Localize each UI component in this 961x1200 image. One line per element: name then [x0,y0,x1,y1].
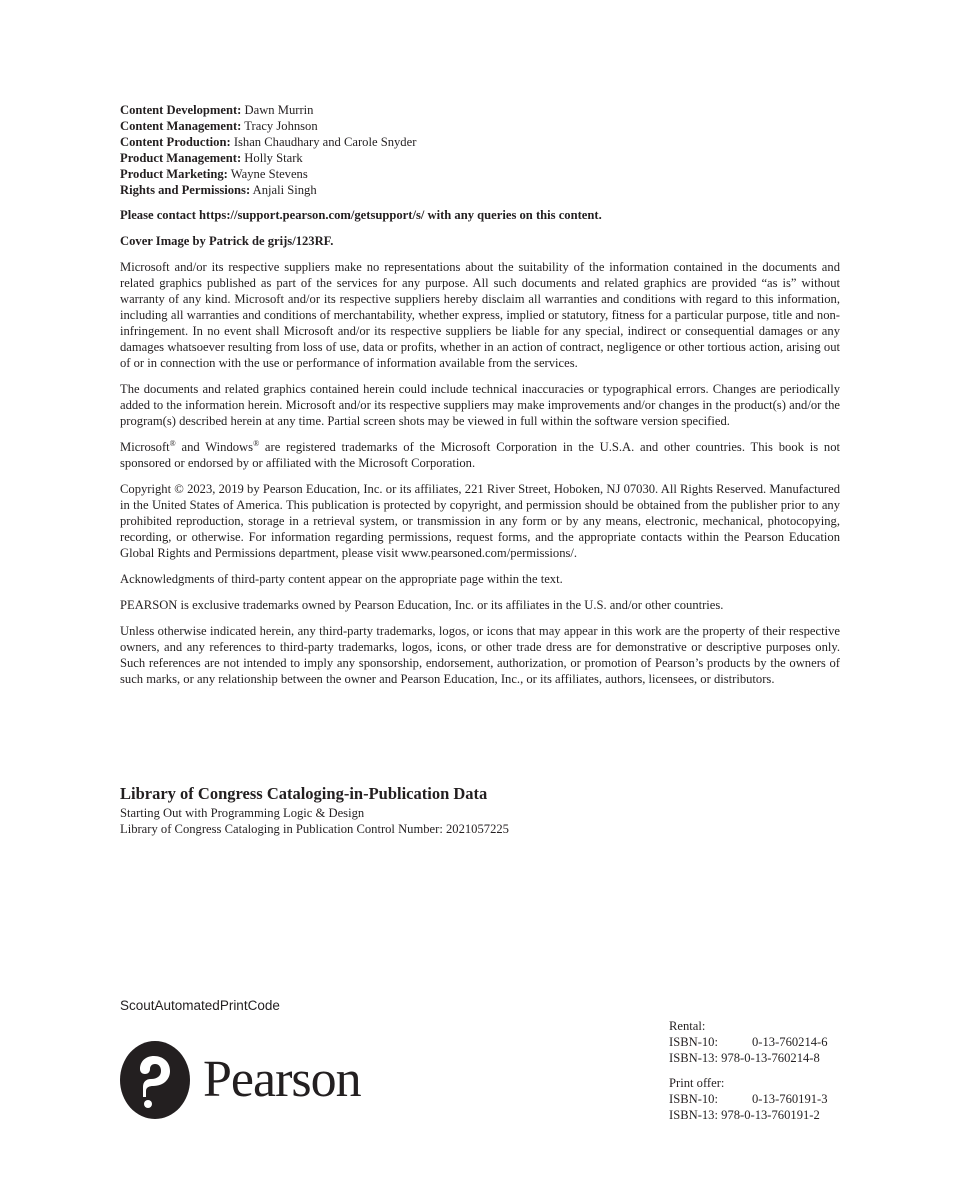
credit-line [120,150,840,166]
credit-value: Ishan Chaudhary and Carole Snyder [233,135,417,149]
documents-changes-paragraph: The documents and related graphics contained herein could include technical inaccuracies or typographical errors. Changes are periodically added to the information herein. Microsoft and/or its respective suppliers may make improvements and/or changes in the product(s) and/or the program(s) described herein at any time. Partial screen shots may be viewed in full within the software version specified. [120,382,840,428]
credit-label: Content Production: [120,135,231,149]
registered-mark: ® [169,439,176,448]
trademark-text: and Windows [175,440,254,454]
isbn-label: ISBN-13: [669,1051,718,1065]
isbn-value: 978-0-13-760191-2 [721,1108,820,1122]
pearson-logo [120,1040,361,1120]
credit-value: Anjali Singh [252,183,317,197]
copyright-page-body [120,102,840,697]
isbn-value: 0-13-760191-3 [752,1092,828,1106]
acknowledgments-paragraph: Acknowledgments of third-party content appear on the appropriate page within the text. [120,572,563,586]
isbn-row [669,1050,828,1066]
credit-line [120,182,840,198]
cataloging-title: Library of Congress Cataloging-in-Publication Data [120,784,488,803]
credit-value: Dawn Murrin [244,103,314,117]
credit-line [120,118,840,134]
trademark-text: Microsoft [120,440,170,454]
credit-value: Tracy Johnson [244,119,318,133]
credit-label: Product Marketing: [120,167,228,181]
isbn-rental-group [669,1018,828,1066]
trademark-paragraph [120,439,840,471]
pearson-trademark-paragraph: PEARSON is exclusive trademarks owned by Pearson Education, Inc. or its affiliates in the U.S. and/or other countries. [120,598,724,612]
isbn-value: 0-13-760214-6 [752,1035,828,1049]
print-code: ScoutAutomatedPrintCode [120,998,280,1013]
isbn-label: ISBN-13: [669,1108,718,1122]
credit-line [120,166,840,182]
book-title: Starting Out with Programming Logic & Design [120,806,365,820]
isbn-row [669,1091,828,1107]
credit-line [120,102,840,118]
credit-label: Content Management: [120,119,242,133]
isbn-label: ISBN-10: [669,1035,718,1049]
credit-label: Product Management: [120,151,242,165]
isbn-group-heading: Rental: [669,1019,706,1033]
isbn-print-group [669,1075,828,1123]
isbn-row [669,1107,828,1123]
cataloging-block [120,784,840,837]
isbn-group-heading: Print offer: [669,1076,725,1090]
credit-value: Holly Stark [244,151,303,165]
cover-credit: Cover Image by Patrick de grijs/123RF. [120,234,334,248]
pearson-wordmark: Pearson [203,1051,361,1108]
contact-line: Please contact https://support.pearson.com/getsupport/s/ with any queries on this content. [120,208,602,222]
credit-value: Wayne Stevens [230,167,308,181]
credit-line [120,134,840,150]
microsoft-disclaimer: Microsoft and/or its respective suppliers make no representations about the suitability of the information contained in the documents and related graphics published as part of the services for any purpose. All such documents and related graphics are provided “as is” without warranty of any kind. Microsoft and/or its respective suppliers hereby disclaim all warranties and conditions with regard to this information, including all warranties and conditions of merchantability, whether express, implied or statutory, fitness for a particular purpose, title and non-infringement. In no event shall Microsoft and/or its respective suppliers be liable for any special, indirect or consequential damages or any damages whatsoever resulting from loss of use, data or profits, whether in an action of contract, negligence or other tortious action, arising out of or in connection with the use or performance of information available from the services. [120,260,840,370]
registered-mark: ® [253,439,260,448]
credit-label: Rights and Permissions: [120,183,251,197]
third-party-paragraph: Unless otherwise indicated herein, any third-party trademarks, logos, or icons that may appear in this work are the property of their respective owners, and any references to third-party trademarks, logos, icons, or other trade dress are for demonstrative or descriptive purposes only. Such references are not intended to imply any sponsorship, endorsement, authorization, or promotion of Pearson’s products by the owners of such marks, or any relationship between the owner and Pearson Education, Inc., or its affiliates, authors, licensees, or distributors. [120,624,840,686]
control-number: Library of Congress Cataloging in Publication Control Number: 2021057225 [120,822,509,836]
copyright-paragraph: Copyright © 2023, 2019 by Pearson Education, Inc. or its affiliates, 221 River Street, Hoboken, NJ 07030. All Rights Reserved. Manufactured in the United States of America. This publication is protected by copyright, and permission should be obtained from the publisher prior to any prohibited reproduction, storage in a retrieval system, or transmission in any form or by any means, electronic, mechanical, photocopying, recording, or otherwise. For information regarding permissions, request forms, and the appropriate contacts within the Pearson Education Global Rights and Permissions department, please visit www.pearsoned.com/permissions/. [120,482,840,560]
isbn-row [669,1034,828,1050]
credits-list [120,102,840,198]
trademark-text: are registered trademarks of the Microsoft Corporation in the U.S.A. and other countries. This book is not sponsored or endorsed by or affiliated with the Microsoft Corporation. [120,440,840,470]
isbn-block [669,1018,828,1132]
credit-label: Content Development: [120,103,242,117]
pearson-p-logo-icon [120,1041,190,1119]
isbn-value: 978-0-13-760214-8 [721,1051,820,1065]
isbn-label: ISBN-10: [669,1092,718,1106]
